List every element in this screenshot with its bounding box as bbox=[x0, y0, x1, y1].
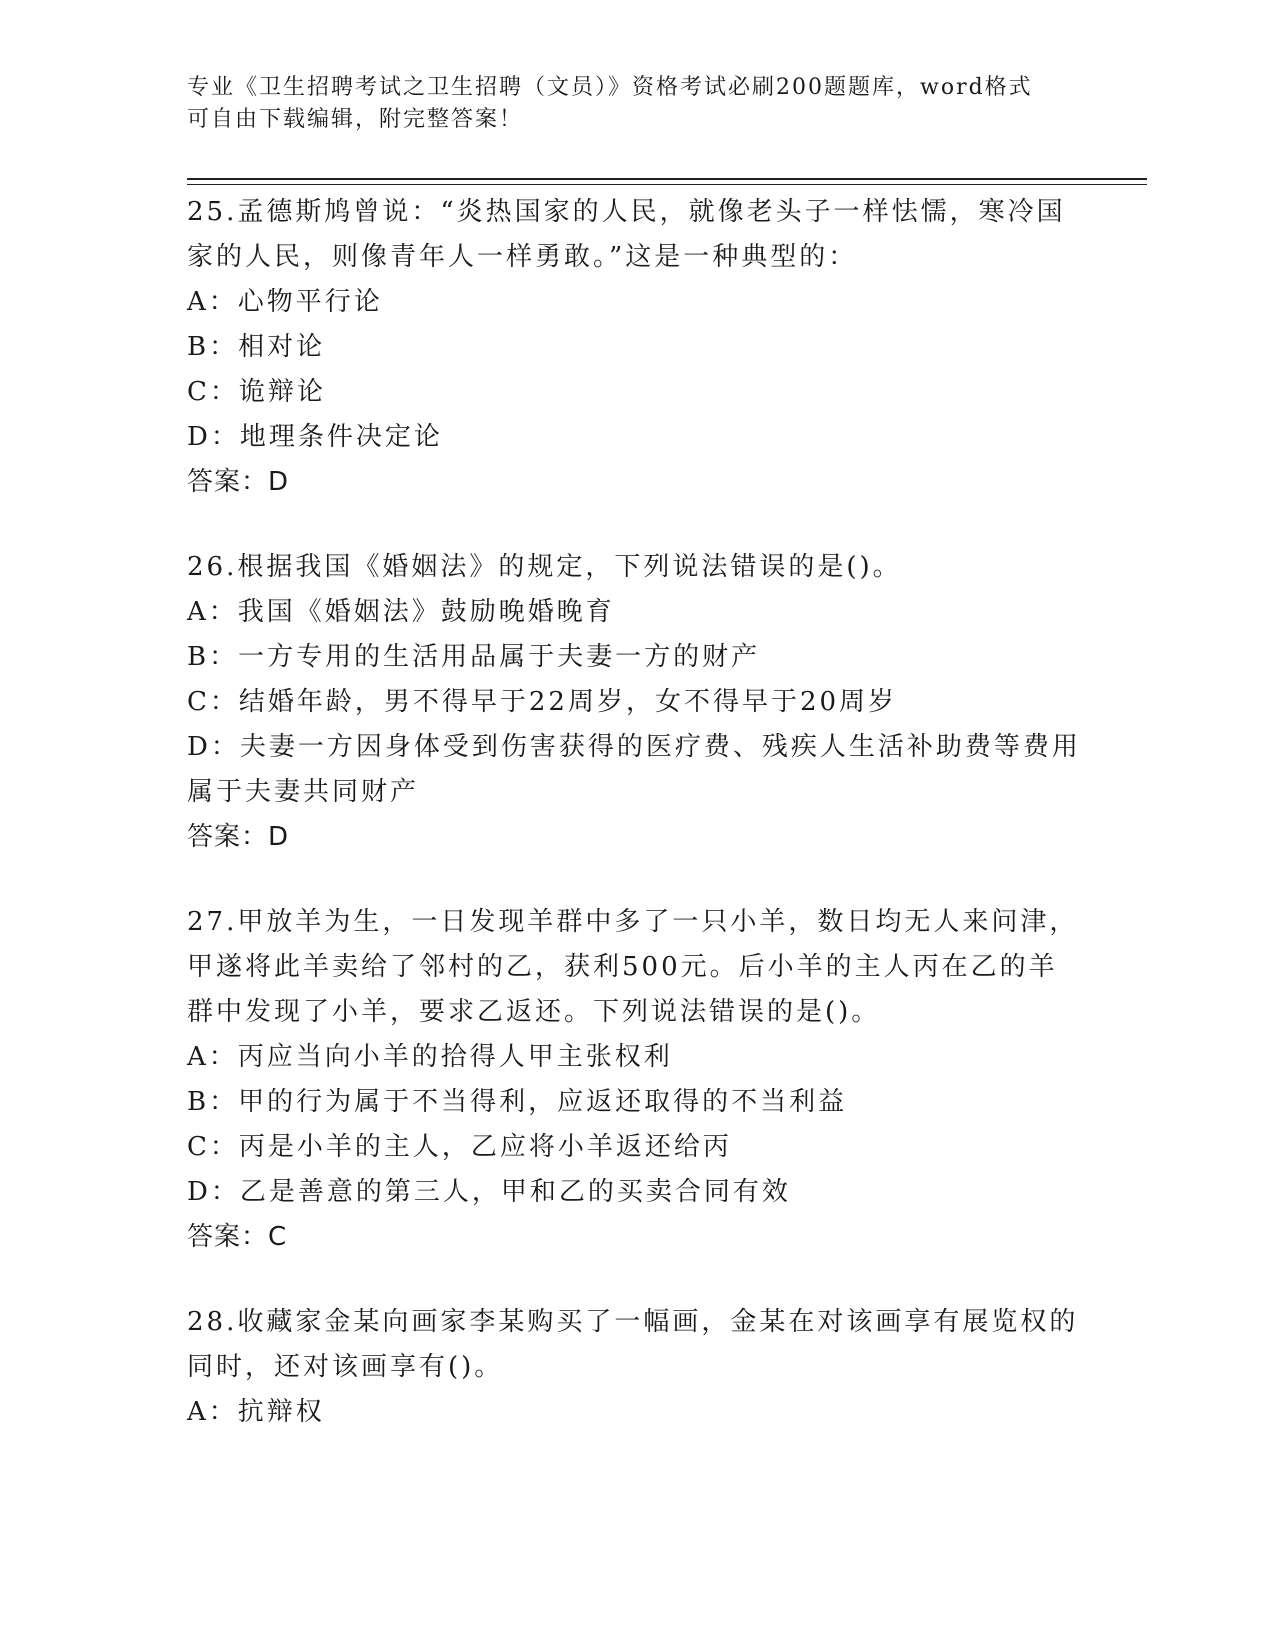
question-26 bbox=[187, 545, 1087, 860]
stem-line: 同时，还对该画享有()。 bbox=[187, 1352, 504, 1382]
answer: 答案：C bbox=[187, 1222, 288, 1252]
option-b: B：一方专用的生活用品属于夫妻一方的财产 bbox=[187, 642, 761, 672]
option-a: A：心物平行论 bbox=[187, 287, 383, 317]
header-divider-thin bbox=[187, 184, 1147, 185]
question-stem bbox=[187, 1300, 1087, 1390]
header-line-2: 可自由下载编辑，附完整答案！ bbox=[187, 107, 524, 132]
question-stem bbox=[187, 545, 1087, 590]
stem-line: 26.根据我国《婚姻法》的规定，下列说法错误的是()。 bbox=[187, 552, 902, 582]
option-d: D：夫妻一方因身体受到伤害获得的医疗费、残疾人生活补助费等费用 bbox=[187, 732, 1081, 762]
stem-line: 25.孟德斯鸠曾说：“炎热国家的人民，就像老头子一样怯懦，寒冷国 bbox=[187, 197, 1066, 227]
option-a: A：抗辩权 bbox=[187, 1397, 325, 1427]
stem-line: 甲遂将此羊卖给了邻村的乙，获利500元。后小羊的主人丙在乙的羊 bbox=[187, 952, 1058, 982]
option-d: D：乙是善意的第三人，甲和乙的买卖合同有效 bbox=[187, 1177, 791, 1207]
stem-line: 27.甲放羊为生，一日发现羊群中多了一只小羊，数日均无人来问津， bbox=[187, 907, 1079, 937]
stem-line: 群中发现了小羊，要求乙返还。下列说法错误的是()。 bbox=[187, 997, 881, 1027]
stem-line: 家的人民，则像青年人一样勇敢。”这是一种典型的： bbox=[187, 242, 858, 272]
option-a: A：丙应当向小羊的拾得人甲主张权利 bbox=[187, 1042, 673, 1072]
option-b: B：相对论 bbox=[187, 332, 326, 362]
document-header bbox=[187, 72, 1067, 136]
question-stem bbox=[187, 900, 1087, 1035]
option-d: D：地理条件决定论 bbox=[187, 422, 443, 452]
header-divider-thick bbox=[187, 178, 1147, 180]
option-c: C：诡辩论 bbox=[187, 377, 326, 407]
option-a: A：我国《婚姻法》鼓励晚婚晚育 bbox=[187, 597, 615, 627]
question-stem bbox=[187, 190, 1087, 280]
header-line-1: 专业《卫生招聘考试之卫生招聘（文员）》资格考试必刷200题题库，word格式 bbox=[187, 75, 1033, 100]
question-27 bbox=[187, 900, 1087, 1260]
option-d-continued: 属于夫妻共同财产 bbox=[187, 777, 420, 807]
question-25 bbox=[187, 190, 1087, 505]
answer: 答案：D bbox=[187, 467, 290, 497]
option-c: C：丙是小羊的主人，乙应将小羊返还给丙 bbox=[187, 1132, 732, 1162]
option-c: C：结婚年龄，男不得早于22周岁，女不得早于20周岁 bbox=[187, 687, 898, 717]
stem-line: 28.收藏家金某向画家李某购买了一幅画，金某在对该画享有展览权的 bbox=[187, 1307, 1079, 1337]
option-b: B：甲的行为属于不当得利，应返还取得的不当利益 bbox=[187, 1087, 848, 1117]
answer: 答案：D bbox=[187, 822, 290, 852]
question-list bbox=[187, 190, 1087, 1475]
question-28 bbox=[187, 1300, 1087, 1435]
